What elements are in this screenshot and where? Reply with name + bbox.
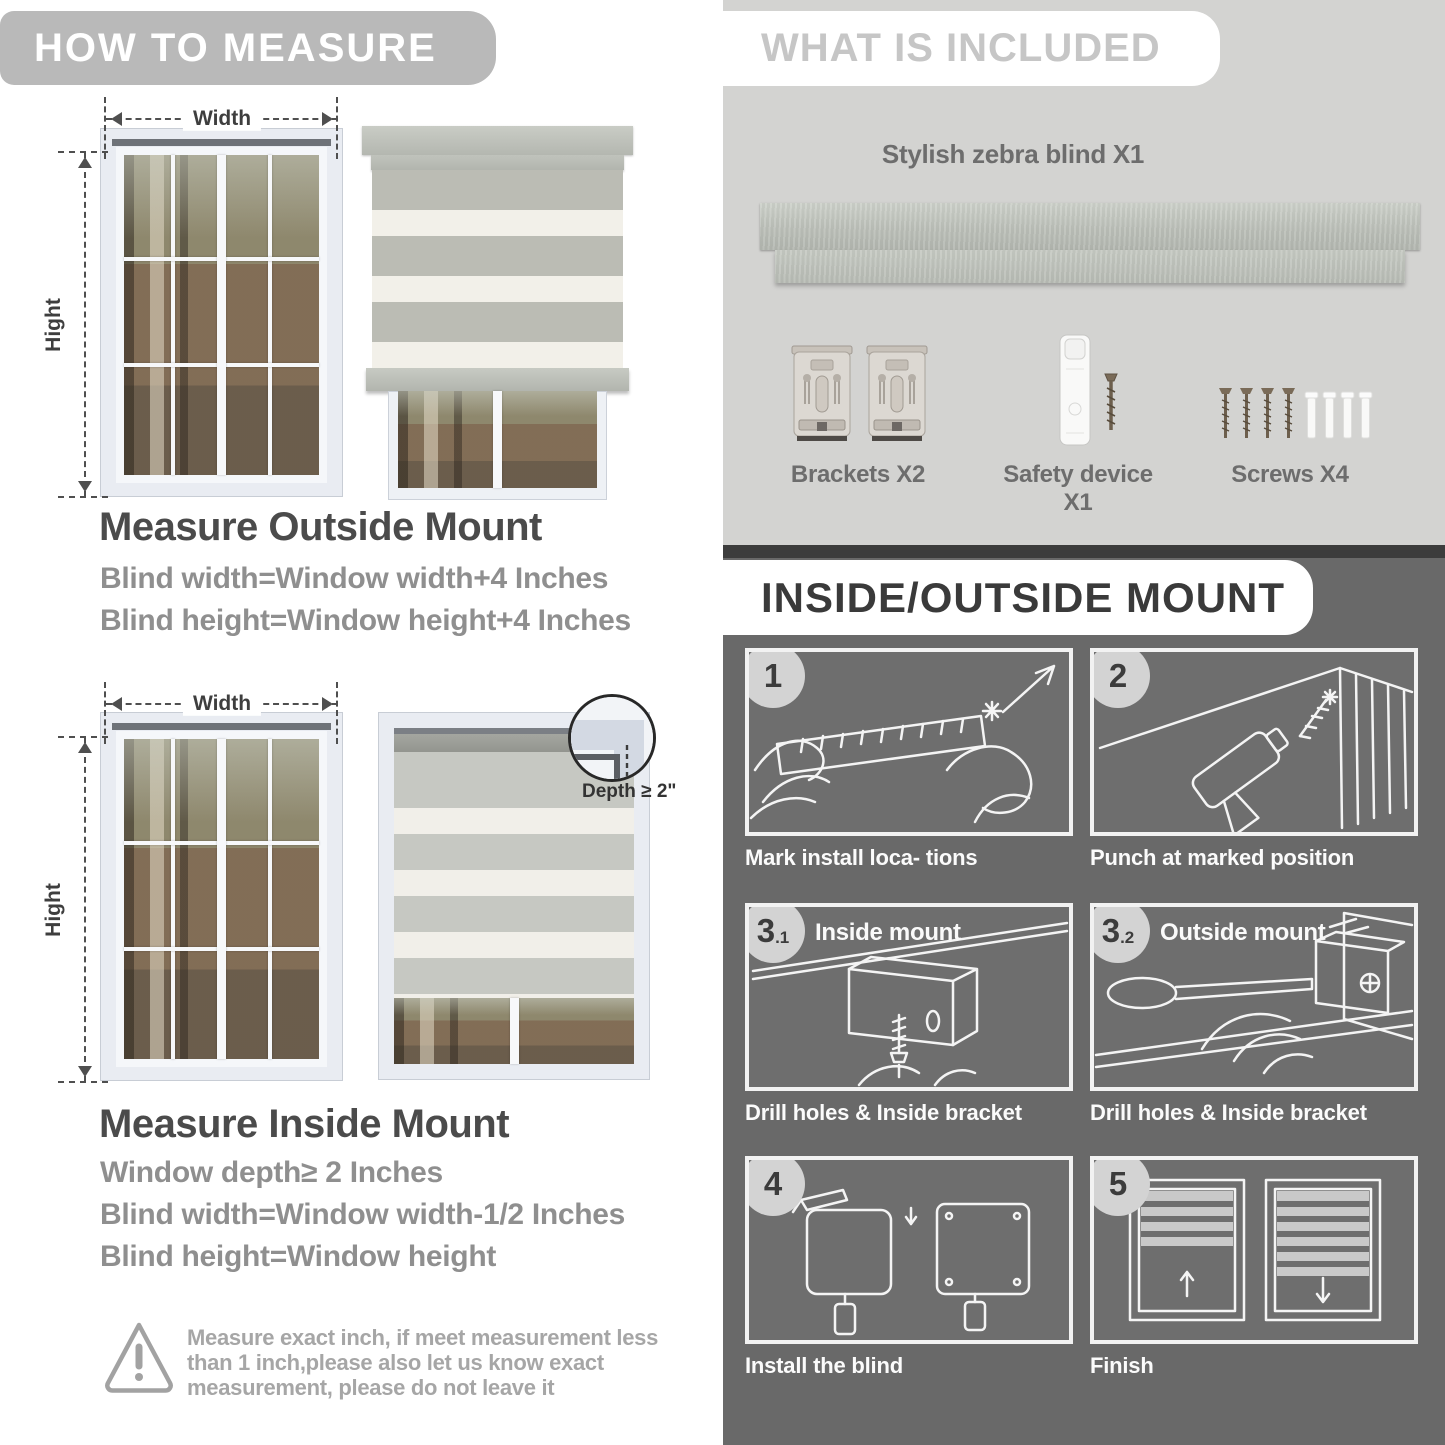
how-to-measure-title: HOW TO MEASURE: [34, 25, 437, 70]
inside-mount-title: Measure Inside Mount: [99, 1102, 510, 1146]
step-1-caption: Mark install loca- tions: [745, 845, 978, 870]
step-3-2: [1090, 903, 1430, 1126]
step-4-panel: [745, 1156, 1073, 1344]
step-5-caption: Finish: [1090, 1353, 1154, 1378]
step-3-2-panel: [1090, 903, 1418, 1091]
step-3-2-caption: Drill holes & Inside bracket: [1090, 1100, 1367, 1125]
window-below-blind: [394, 998, 634, 1064]
brackets-label: Brackets X2: [790, 461, 926, 488]
step-3-1-badge: 3 .1: [745, 903, 805, 963]
step-5-badge: 5: [1090, 1156, 1150, 1216]
what-is-included-banner: [723, 11, 1220, 86]
blind-cassette-lip: [775, 250, 1405, 283]
height-label: Hight: [42, 297, 65, 352]
mount-title: INSIDE/OUTSIDE MOUNT: [761, 573, 1286, 621]
height-label: Hight: [42, 882, 65, 937]
blind-zebra-fabric: [394, 808, 634, 998]
measure-warning-note: Measure exact inch, if meet measurement less than 1 inch,please also let us know exact measurement, please do not leave it: [187, 1325, 659, 1400]
safety-device-label: Safety device X1: [1003, 461, 1153, 516]
width-label: Width: [183, 107, 261, 131]
window-photo-outside-mount: [100, 128, 343, 497]
depth-magnifier-detail: [568, 694, 656, 782]
width-extension-line: [104, 97, 106, 159]
safety-device-icon: [1056, 333, 1096, 449]
window-glass: [124, 155, 319, 475]
step-2-caption: Punch at marked position: [1090, 845, 1355, 870]
step-5: [1090, 1156, 1430, 1379]
window-corner-zoom: [571, 697, 653, 779]
outside-mount-title: Measure Outside Mount: [99, 505, 542, 549]
depth-callout-label: Depth ≥ 2": [582, 781, 677, 802]
inside-formula-height: Blind height=Window height: [100, 1240, 497, 1273]
blind-headrail-lip: [371, 155, 624, 170]
width-arrow-inside: [106, 691, 338, 715]
step-5-panel: [1090, 1156, 1418, 1344]
window-top-recess: [112, 139, 331, 146]
inside-formula-depth: Window depth≥ 2 Inches: [100, 1156, 443, 1189]
width-arrow-outside: [106, 106, 338, 130]
mount-banner: [723, 560, 1313, 635]
width-label: Width: [183, 692, 261, 716]
step-3-1-panel: [745, 903, 1073, 1091]
how-to-measure-banner: [0, 11, 496, 85]
warning-triangle-icon: [102, 1317, 176, 1399]
step-2: [1090, 648, 1430, 871]
width-extension-line: [336, 97, 338, 159]
window-sash: [116, 147, 327, 483]
blind-zebra-fabric: [372, 170, 623, 368]
step-1-badge: 1: [745, 648, 805, 708]
screw-icon: [1103, 372, 1119, 434]
step-2-badge: 2: [1090, 648, 1150, 708]
inside-outside-mount-section: [723, 558, 1445, 1445]
outside-formula-width: Blind width=Window width+4 Inches: [100, 562, 609, 595]
height-arrow-outside: [42, 152, 86, 497]
step-3-2-label: Outside mount: [1160, 919, 1326, 946]
step-1: [745, 648, 1085, 871]
what-is-included-section: [723, 0, 1445, 545]
step-4-badge: 4: [745, 1156, 805, 1216]
step-3-1-label: Inside mount: [815, 919, 961, 946]
what-is-included-title: WHAT IS INCLUDED: [761, 26, 1161, 70]
width-extension-line: [104, 682, 106, 744]
window-photo-inside-mount: [100, 712, 343, 1081]
screws-label: Screws X4: [1231, 461, 1349, 488]
window-below-blind: [388, 391, 607, 500]
blind-bottom-rail: [366, 368, 629, 391]
step-1-panel: [745, 648, 1073, 836]
step-3-2-badge: 3 .2: [1090, 903, 1150, 963]
section-divider: [723, 545, 1445, 558]
step-4: [745, 1156, 1085, 1379]
blind-headrail: [362, 126, 633, 155]
screws-anchors-icon: [1217, 386, 1377, 444]
blind-cassette-image: [760, 203, 1420, 250]
outside-formula-height: Blind height=Window height+4 Inches: [100, 604, 631, 637]
step-3-1-caption: Drill holes & Inside bracket: [745, 1100, 1022, 1125]
inside-formula-width: Blind width=Window width-1/2 Inches: [100, 1198, 626, 1231]
bracket-icon: [866, 344, 928, 444]
step-3-1: [745, 903, 1085, 1126]
width-extension-line: [336, 682, 338, 744]
product-label: Stylish zebra blind X1: [881, 139, 1145, 169]
height-arrow-inside: [42, 737, 86, 1082]
zebra-blind-outside-mount-picture: [362, 126, 633, 500]
step-2-panel: [1090, 648, 1418, 836]
step-4-caption: Install the blind: [745, 1353, 903, 1378]
bracket-icon: [791, 344, 853, 444]
